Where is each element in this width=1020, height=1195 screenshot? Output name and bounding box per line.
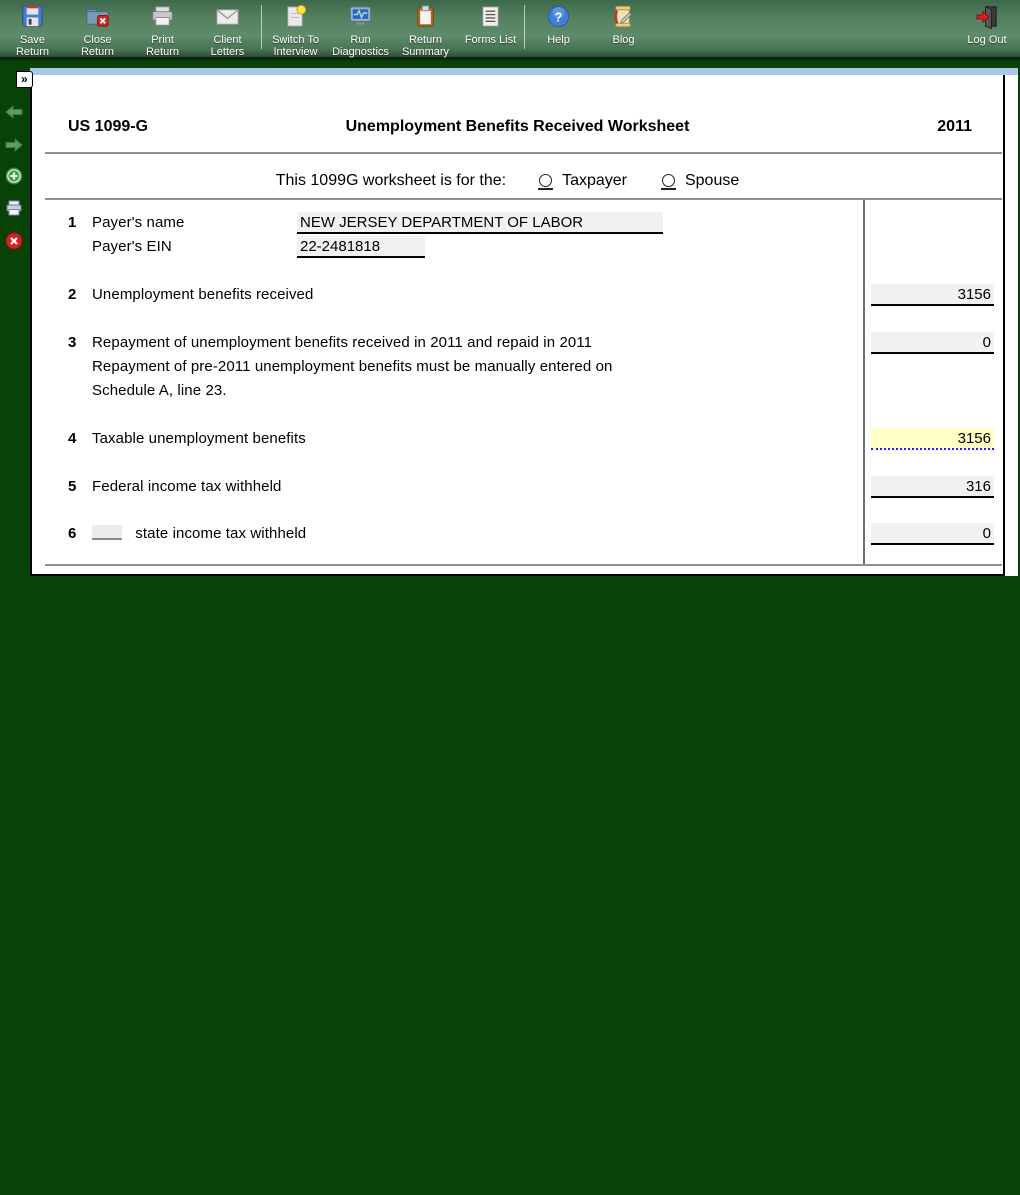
button-label: Run — [350, 34, 371, 46]
audience-prompt: This 1099G worksheet is for the: — [275, 172, 507, 189]
line3-note2: Schedule A, line 23. — [92, 382, 227, 399]
taxpayer-radio-group[interactable] — [538, 172, 627, 190]
line6-label-wrap — [92, 525, 306, 542]
button-label: Return — [15, 45, 50, 58]
button-label: Return — [408, 34, 443, 46]
run-diagnostics-button[interactable] — [328, 0, 393, 57]
button-label: Client — [213, 34, 242, 46]
help-icon — [545, 3, 572, 35]
forms-list-icon — [477, 3, 504, 35]
button-label: Blog — [612, 34, 635, 46]
line2-amount-field[interactable]: 3156 — [871, 284, 994, 306]
button-label: Return — [145, 45, 180, 58]
payer-ein-label: Payer's EIN — [92, 238, 172, 255]
client-letters-button[interactable] — [195, 0, 260, 57]
line3-number: 3 — [68, 334, 77, 351]
taxpayer-radio-label: Taxpayer — [562, 172, 627, 189]
line3-note1: Repayment of pre-2011 unemployment benefits must be manually entered on — [92, 358, 613, 375]
state-code-blank-field[interactable] — [92, 525, 122, 540]
viewport-top-strip — [30, 68, 1018, 75]
form-title: Unemployment Benefits Received Worksheet — [345, 118, 690, 135]
payer-name-field[interactable]: NEW JERSEY DEPARTMENT OF LABOR — [297, 212, 663, 234]
close-return-button[interactable] — [65, 0, 130, 57]
forms-list-button[interactable] — [458, 0, 523, 57]
line3-label: Repayment of unemployment benefits received in 2011 and repaid in 2011 — [92, 334, 593, 351]
save-return-button[interactable] — [0, 0, 65, 57]
payer-ein-field[interactable]: 22-2481818 — [297, 236, 425, 258]
amount-column-divider — [863, 200, 865, 564]
taxpayer-radio-icon[interactable] — [538, 174, 553, 190]
button-label: Interview — [273, 45, 318, 58]
toolbar-separator — [261, 5, 262, 49]
save-floppy-icon — [19, 3, 46, 35]
line6-number: 6 — [68, 525, 77, 542]
delete-form-icon[interactable] — [5, 232, 23, 250]
audience-selector-row — [32, 167, 1003, 195]
button-label: Print — [151, 34, 174, 46]
close-folder-icon — [84, 3, 111, 35]
line5-number: 5 — [68, 478, 77, 495]
button-label: Forms List — [464, 34, 517, 46]
form-code: US 1099-G — [68, 118, 149, 135]
panel-expander-button[interactable] — [16, 71, 33, 88]
print-icon[interactable] — [5, 199, 23, 217]
button-label: Close — [83, 34, 112, 46]
return-summary-button[interactable] — [393, 0, 458, 57]
table-bottom-divider — [45, 564, 1002, 566]
form-year: 2011 — [937, 118, 972, 135]
button-label: Help — [547, 34, 570, 46]
clipboard-icon — [412, 3, 439, 35]
line5-amount-field[interactable]: 316 — [871, 476, 994, 498]
interview-page-icon — [282, 3, 309, 35]
header-divider — [45, 152, 1002, 154]
line6-amount-field[interactable]: 0 — [871, 523, 994, 545]
button-label: Save — [19, 34, 46, 46]
log-out-button[interactable] — [956, 0, 1018, 57]
add-form-icon[interactable] — [5, 167, 23, 185]
form-viewport — [30, 68, 1018, 576]
line4-amount-field-highlighted[interactable]: 3156 — [871, 428, 994, 450]
forward-arrow-icon[interactable] — [5, 138, 23, 156]
line4-number: 4 — [68, 430, 77, 447]
main-toolbar — [0, 0, 1020, 60]
line4-label: Taxable unemployment benefits — [92, 430, 306, 447]
button-label: Diagnostics — [332, 45, 389, 58]
toolbar-separator — [524, 5, 525, 49]
spouse-radio-icon[interactable] — [661, 174, 676, 190]
chevron-right-double-icon: » — [21, 72, 28, 86]
line2-number: 2 — [68, 286, 77, 303]
print-return-button[interactable] — [130, 0, 195, 57]
help-button[interactable] — [526, 0, 591, 57]
line2-label: Unemployment benefits received — [92, 286, 314, 303]
payer-name-label: Payer's name — [92, 214, 185, 231]
printer-icon — [149, 3, 176, 35]
blog-button[interactable] — [591, 0, 656, 57]
spouse-radio-label: Spouse — [684, 172, 740, 189]
worksheet-page — [30, 75, 1005, 576]
line1-number: 1 — [68, 214, 77, 231]
button-label: Log Out — [967, 34, 1007, 46]
line5-label: Federal income tax withheld — [92, 478, 282, 495]
line6-label: state income tax withheld — [135, 525, 307, 542]
button-label: Switch To — [272, 34, 319, 46]
line3-amount-field[interactable]: 0 — [871, 332, 994, 354]
spouse-radio-group[interactable] — [661, 172, 739, 190]
button-label: Summary — [401, 45, 450, 58]
button-label: Return — [80, 45, 115, 58]
section-divider — [45, 198, 1002, 200]
envelope-icon — [214, 3, 241, 35]
svg-text:?: ? — [554, 10, 563, 25]
switch-to-interview-button[interactable] — [263, 0, 328, 57]
back-arrow-icon[interactable] — [5, 105, 23, 123]
logout-door-icon — [974, 3, 1001, 35]
blog-icon — [610, 3, 637, 35]
diagnostics-monitor-icon — [347, 3, 374, 35]
button-label: Letters — [210, 45, 245, 58]
